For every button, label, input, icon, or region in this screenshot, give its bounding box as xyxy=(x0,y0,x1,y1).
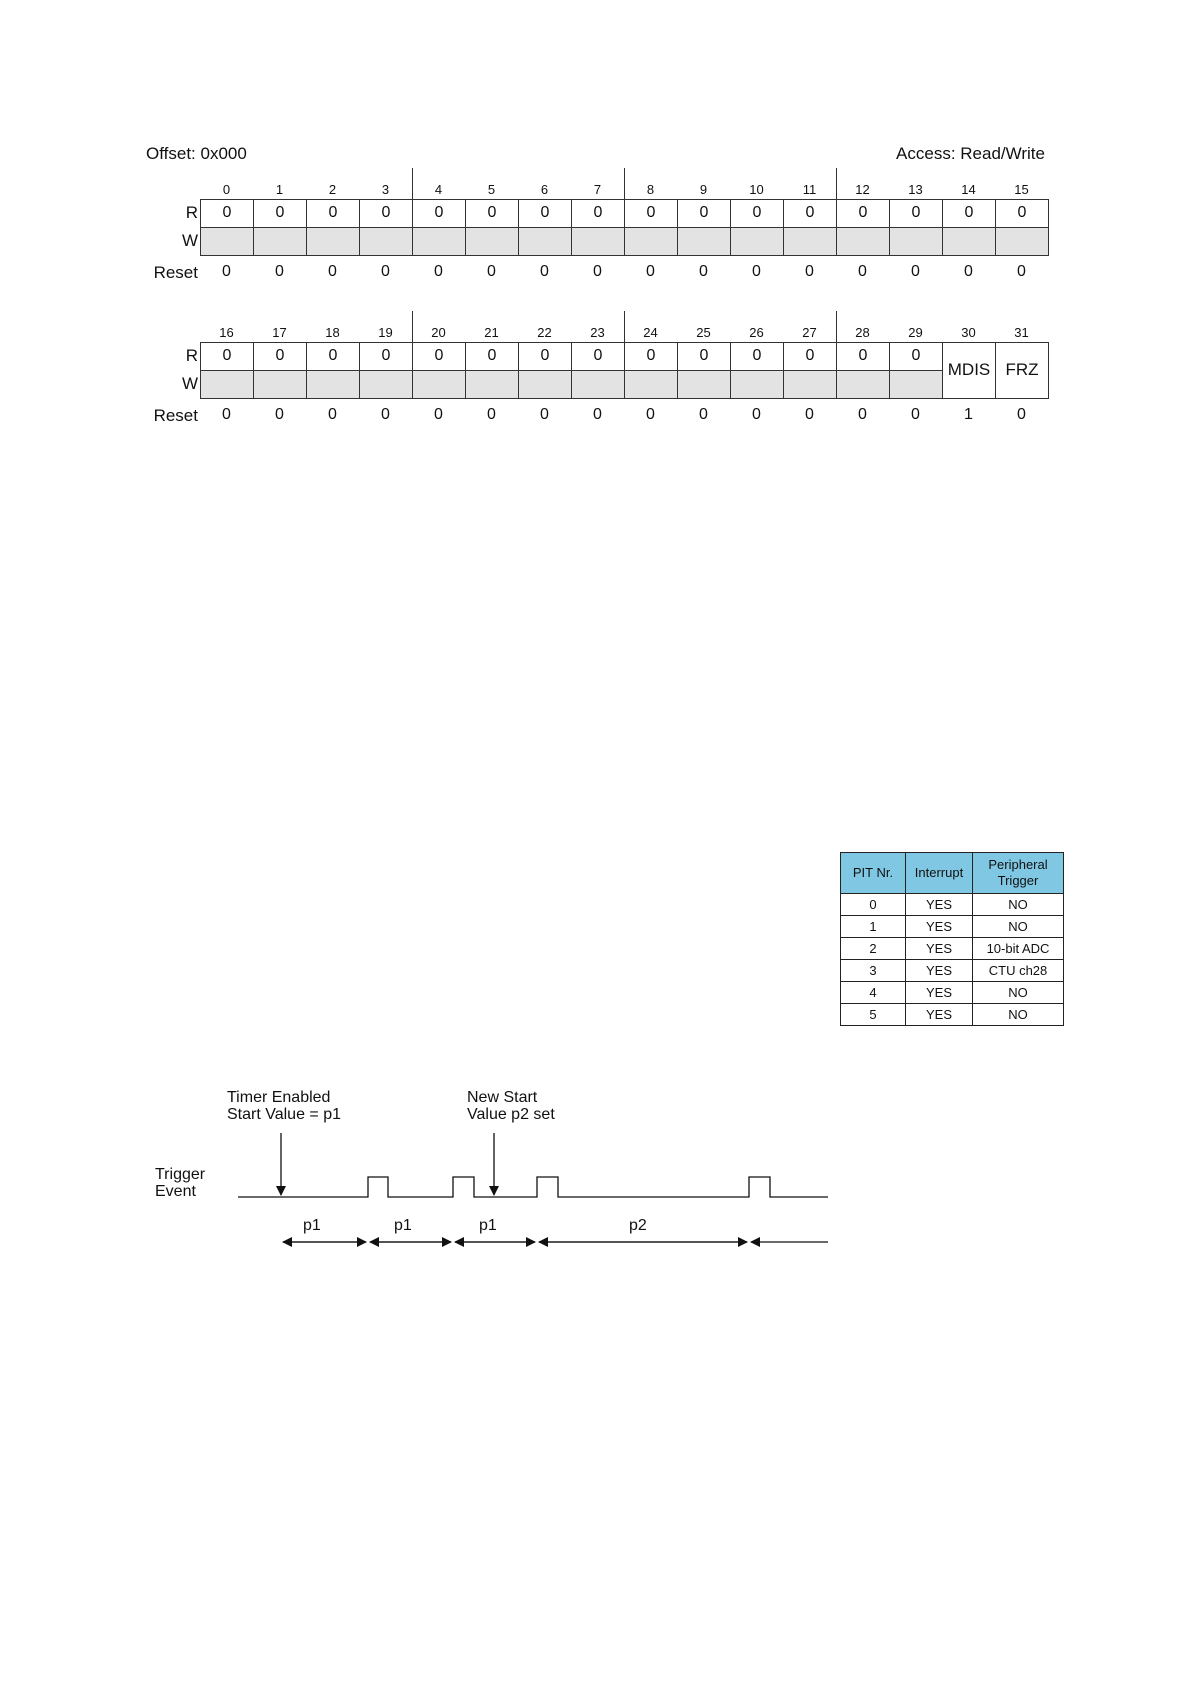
bit-number: 26 xyxy=(749,325,764,340)
reset-value: 0 xyxy=(275,406,284,423)
read-bit-cell: 0 xyxy=(677,199,730,227)
reset-value: 0 xyxy=(805,406,814,423)
bit-number: 20 xyxy=(431,325,446,340)
register-offset: Offset: 0x000 xyxy=(146,144,247,163)
bit-number: 17 xyxy=(272,325,287,340)
pit-table-header-interrupt: Interrupt xyxy=(906,853,973,894)
read-bit-cell: 0 xyxy=(412,199,465,227)
timing-label-trigger-line2: Event xyxy=(155,1183,196,1200)
reset-value: 0 xyxy=(540,406,549,423)
read-bit-cell: 0 xyxy=(253,199,306,227)
row-label-write: W xyxy=(181,374,198,393)
read-bit-cell: 0 xyxy=(783,342,836,370)
reset-value: 0 xyxy=(540,263,549,280)
read-bit-cell: 0 xyxy=(624,342,677,370)
bit-number: 31 xyxy=(1014,325,1029,340)
bit-number: 28 xyxy=(855,325,870,340)
table-cell: YES xyxy=(906,894,973,916)
read-bit-cell: 0 xyxy=(200,199,253,227)
reset-value: 0 xyxy=(805,263,814,280)
reset-value: 0 xyxy=(381,263,390,280)
pit-table-header-pit: PIT Nr. xyxy=(841,853,906,894)
bit-number: 10 xyxy=(749,182,764,197)
bit-number: 22 xyxy=(537,325,552,340)
table-cell: CTU ch28 xyxy=(973,960,1064,982)
read-bit-cell: 0 xyxy=(518,342,571,370)
read-bit-cell: 0 xyxy=(624,199,677,227)
bit-number: 15 xyxy=(1014,182,1029,197)
read-bit-cell: 0 xyxy=(412,342,465,370)
read-bit-cell: 0 xyxy=(836,199,889,227)
bit-number: 19 xyxy=(378,325,393,340)
row-label-reset: Reset xyxy=(153,406,198,425)
row-label-read: R xyxy=(185,203,198,222)
table-cell: YES xyxy=(906,1004,973,1026)
reset-value: 0 xyxy=(434,406,443,423)
table-cell: YES xyxy=(906,916,973,938)
table-cell: 10-bit ADC xyxy=(973,938,1064,960)
field-frz: FRZ xyxy=(995,342,1048,398)
bit-number: 9 xyxy=(699,182,708,197)
period-label-4: p2 xyxy=(629,1217,647,1234)
field-mdis: MDIS xyxy=(942,342,995,398)
reset-value: 0 xyxy=(1017,263,1026,280)
table-cell: 2 xyxy=(841,938,906,960)
reset-value: 0 xyxy=(487,263,496,280)
read-bit-cell: 0 xyxy=(730,342,783,370)
bit-number: 14 xyxy=(961,182,976,197)
bit-number: 5 xyxy=(487,182,496,197)
reset-value: 0 xyxy=(911,406,920,423)
reset-value: 0 xyxy=(593,406,602,423)
table-cell: YES xyxy=(906,938,973,960)
reset-value: 0 xyxy=(222,406,231,423)
bit-number: 8 xyxy=(646,182,655,197)
bit-number: 25 xyxy=(696,325,711,340)
read-bit-cell: 0 xyxy=(200,342,253,370)
reset-value: 0 xyxy=(699,406,708,423)
read-bit-cell: 0 xyxy=(836,342,889,370)
reset-value: 1 xyxy=(964,406,973,423)
table-cell: 0 xyxy=(841,894,906,916)
reset-value: 0 xyxy=(222,263,231,280)
read-bit-cell: 0 xyxy=(571,342,624,370)
reset-value: 0 xyxy=(858,263,867,280)
read-bit-cell: 0 xyxy=(518,199,571,227)
read-bit-cell: 0 xyxy=(889,342,942,370)
table-cell: 3 xyxy=(841,960,906,982)
read-bit-cell: 0 xyxy=(359,199,412,227)
bit-number: 30 xyxy=(961,325,976,340)
table-cell: YES xyxy=(906,960,973,982)
bit-number: 4 xyxy=(434,182,443,197)
read-bit-cell: 0 xyxy=(306,342,359,370)
table-cell: YES xyxy=(906,982,973,1004)
reset-value: 0 xyxy=(646,263,655,280)
timing-label-timer-enabled-line1: Timer Enabled xyxy=(227,1089,331,1106)
reset-value: 0 xyxy=(699,263,708,280)
reset-value: 0 xyxy=(381,406,390,423)
bit-number: 3 xyxy=(381,182,390,197)
bit-number: 13 xyxy=(908,182,923,197)
trigger-waveform xyxy=(238,1177,828,1197)
period-label-3: p1 xyxy=(479,1217,497,1234)
timing-label-new-start-line2: Value p2 set xyxy=(467,1106,555,1123)
reset-value: 0 xyxy=(328,263,337,280)
reset-value: 0 xyxy=(911,263,920,280)
read-bit-cell: 0 xyxy=(995,199,1048,227)
read-bit-cell: 0 xyxy=(783,199,836,227)
timing-label-new-start-line1: New Start xyxy=(467,1089,538,1106)
bit-number: 23 xyxy=(590,325,605,340)
reset-value: 0 xyxy=(752,263,761,280)
table-cell: NO xyxy=(973,916,1064,938)
bit-number: 16 xyxy=(219,325,234,340)
reset-value: 0 xyxy=(328,406,337,423)
table-cell: NO xyxy=(973,1004,1064,1026)
reset-value: 0 xyxy=(646,406,655,423)
read-bit-cell: 0 xyxy=(730,199,783,227)
reset-value: 0 xyxy=(434,263,443,280)
table-cell: 5 xyxy=(841,1004,906,1026)
row-label-reset: Reset xyxy=(153,263,198,282)
bit-number: 18 xyxy=(325,325,340,340)
reset-value: 0 xyxy=(1017,406,1026,423)
reset-value: 0 xyxy=(275,263,284,280)
row-label-read: R xyxy=(185,346,198,365)
read-bit-cell: 0 xyxy=(677,342,730,370)
read-bit-cell: 0 xyxy=(306,199,359,227)
read-bit-cell: 0 xyxy=(359,342,412,370)
register-access: Access: Read/Write xyxy=(896,144,1045,163)
bit-number: 27 xyxy=(802,325,817,340)
period-label-1: p1 xyxy=(303,1217,321,1234)
timing-label-trigger-line1: Trigger xyxy=(155,1166,206,1183)
bit-number: 0 xyxy=(222,182,231,197)
bit-number: 6 xyxy=(540,182,549,197)
reset-value: 0 xyxy=(487,406,496,423)
read-bit-cell: 0 xyxy=(942,199,995,227)
table-cell: 1 xyxy=(841,916,906,938)
bit-number: 21 xyxy=(484,325,499,340)
table-cell: NO xyxy=(973,982,1064,1004)
table-cell: NO xyxy=(973,894,1064,916)
bit-number: 2 xyxy=(328,182,337,197)
reset-value: 0 xyxy=(593,263,602,280)
read-bit-cell: 0 xyxy=(465,199,518,227)
reset-value: 0 xyxy=(964,263,973,280)
bit-number: 12 xyxy=(855,182,870,197)
pit-table-header-trigger-text: Peripheral Trigger xyxy=(988,857,1048,888)
read-bit-cell: 0 xyxy=(253,342,306,370)
period-label-2: p1 xyxy=(394,1217,412,1234)
read-bit-cell: 0 xyxy=(571,199,624,227)
timing-label-timer-enabled-line2: Start Value = p1 xyxy=(227,1106,341,1123)
bit-number: 24 xyxy=(643,325,658,340)
read-bit-cell: 0 xyxy=(889,199,942,227)
bit-number: 1 xyxy=(275,182,284,197)
bit-number: 7 xyxy=(593,182,602,197)
bit-number: 29 xyxy=(908,325,923,340)
read-bit-cell: 0 xyxy=(465,342,518,370)
row-label-write: W xyxy=(181,231,198,250)
table-cell: 4 xyxy=(841,982,906,1004)
bit-number: 11 xyxy=(802,182,817,197)
reset-value: 0 xyxy=(752,406,761,423)
reset-value: 0 xyxy=(858,406,867,423)
